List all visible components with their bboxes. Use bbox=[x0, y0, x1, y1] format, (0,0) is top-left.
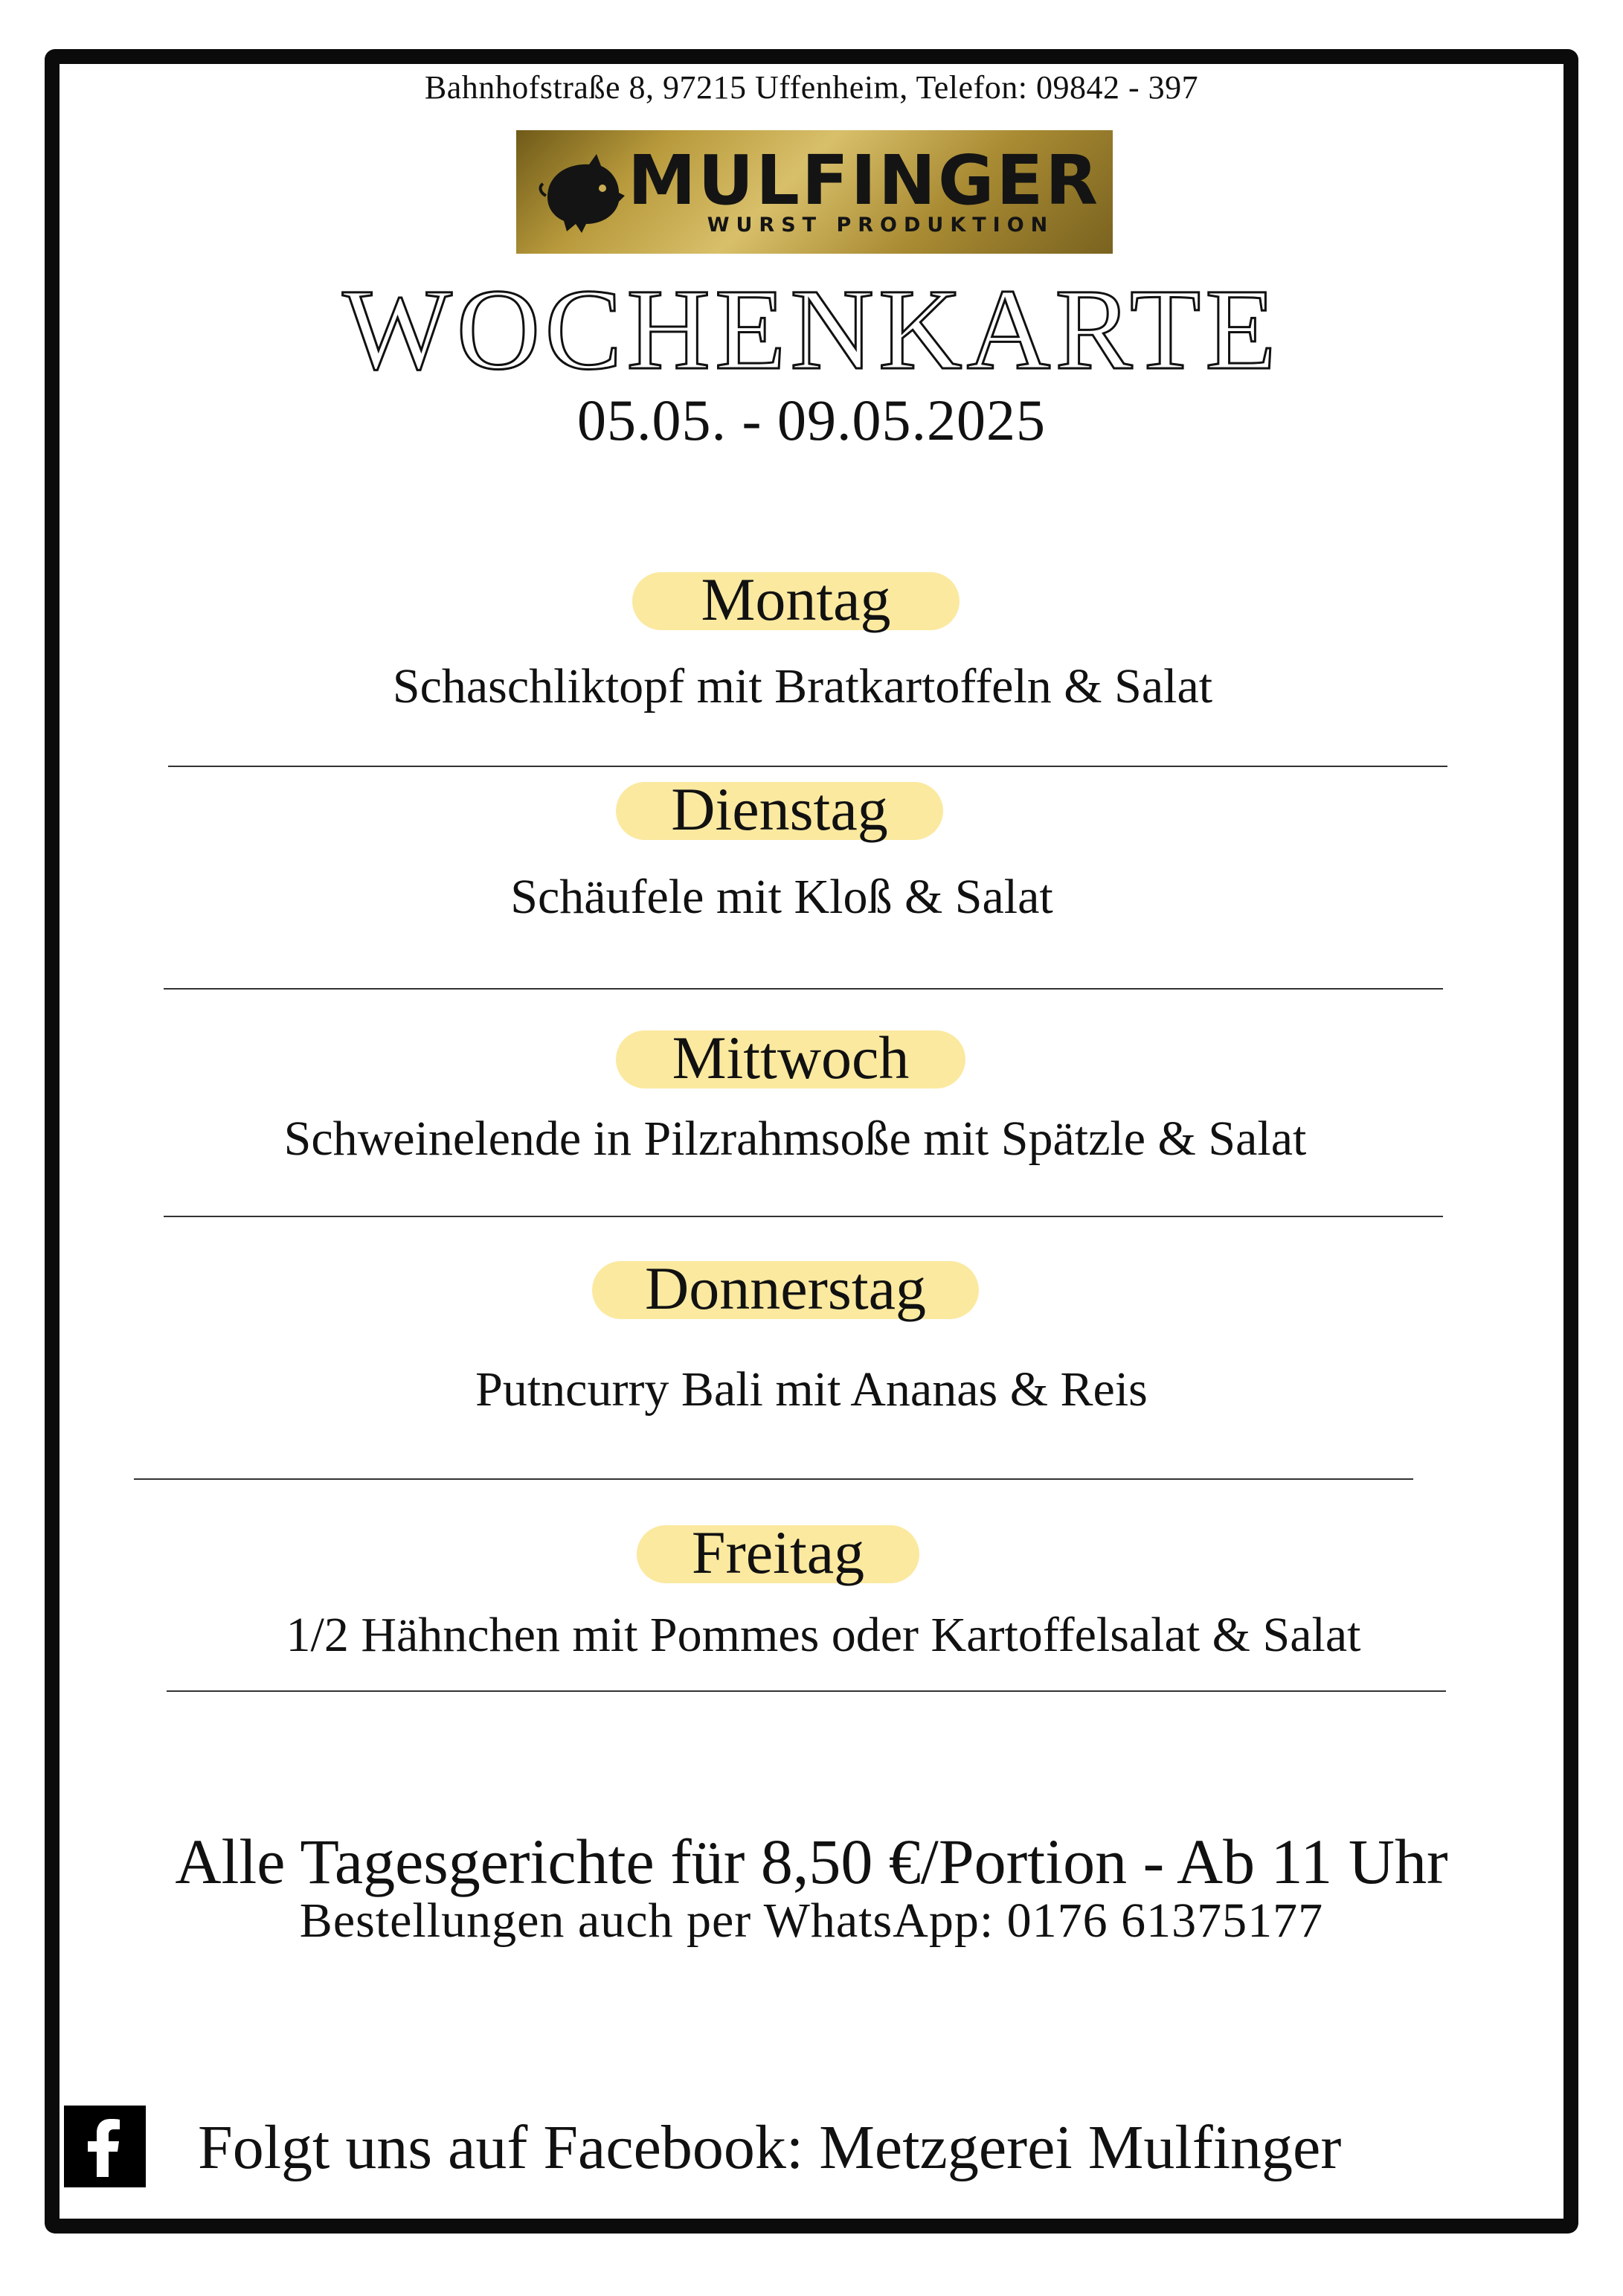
page-title: WOCHENKARTE bbox=[342, 265, 1281, 394]
divider bbox=[164, 988, 1443, 990]
pig-logo-icon bbox=[533, 144, 629, 240]
dish-friday: 1/2 Hähnchen mit Pommes oder Kartoffelsalat & Salat bbox=[286, 1608, 1361, 1662]
brand-logo bbox=[516, 130, 1113, 254]
logo-wordmark: MULFINGER bbox=[628, 141, 1101, 220]
day-label-friday: Freitag bbox=[637, 1525, 919, 1583]
divider bbox=[168, 766, 1447, 767]
address-line: Bahnhofstraße 8, 97215 Uffenheim, Telefon: 09842 - 397 bbox=[424, 69, 1199, 106]
day-label-thursday: Donnerstag bbox=[592, 1261, 979, 1319]
day-label-wednesday: Mittwoch bbox=[616, 1030, 965, 1088]
date-range: 05.05. - 09.05.2025 bbox=[577, 388, 1046, 452]
dish-wednesday: Schweinelende in Pilzrahmsoße mit Spätzle & Salat bbox=[283, 1112, 1307, 1166]
facebook-note: Folgt uns auf Facebook: Metzgerei Mulfinger bbox=[198, 2113, 1342, 2182]
price-note: Alle Tagesgerichte für 8,50 €/Portion - Ab 11 Uhr bbox=[175, 1826, 1448, 1897]
divider bbox=[167, 1690, 1446, 1692]
divider bbox=[134, 1478, 1413, 1480]
dish-tuesday: Schäufele mit Kloß & Salat bbox=[510, 870, 1053, 924]
logo-subtitle: WURST PRODUKTION bbox=[707, 214, 1055, 237]
day-label-tuesday: Dienstag bbox=[616, 782, 943, 840]
facebook-icon bbox=[64, 2106, 146, 2187]
divider bbox=[164, 1216, 1443, 1217]
whatsapp-note: Bestellungen auch per WhatsApp: 0176 61375177 bbox=[299, 1893, 1324, 1948]
day-label-monday: Montag bbox=[632, 572, 960, 630]
dish-monday: Schaschliktopf mit Bratkartoffeln & Salat bbox=[392, 659, 1213, 714]
dish-thursday: Putncurry Bali mit Ananas & Reis bbox=[475, 1362, 1148, 1417]
